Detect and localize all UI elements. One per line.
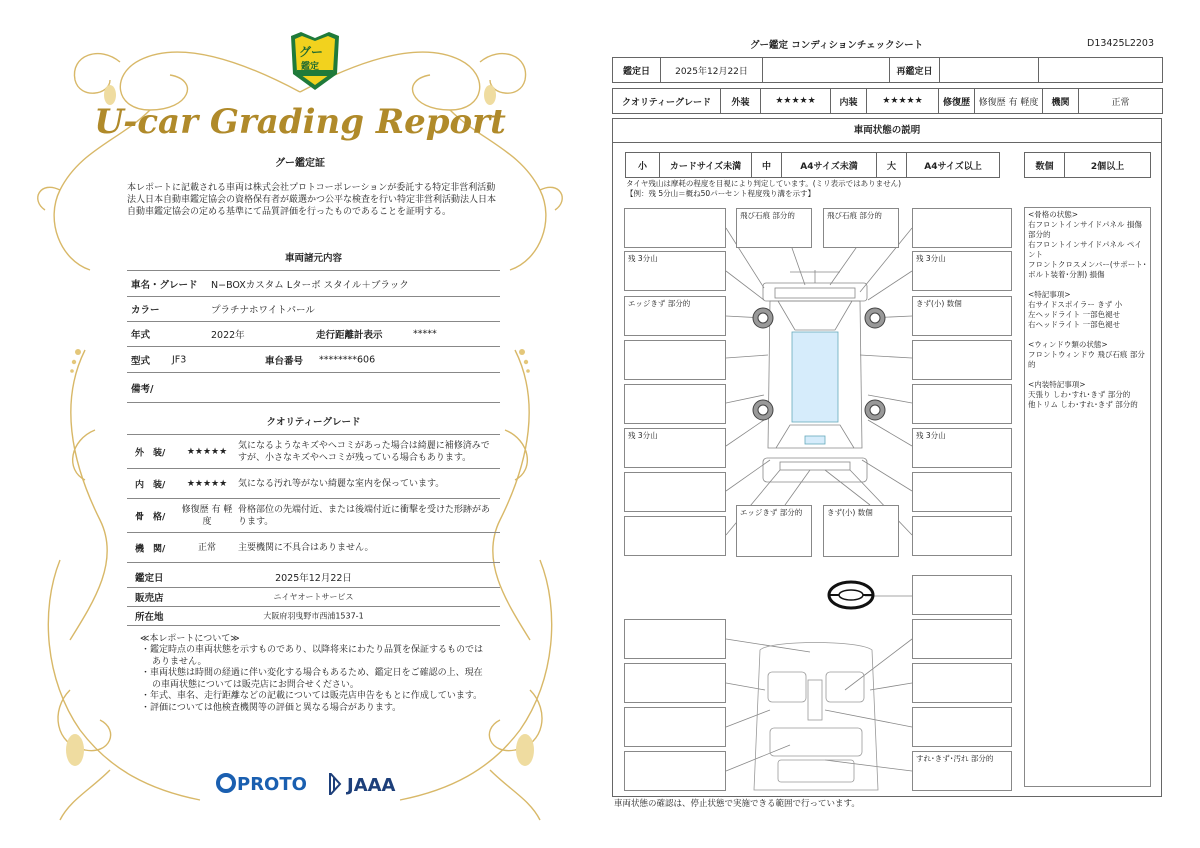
damage-box — [912, 340, 1012, 380]
info-row-date — [127, 566, 500, 588]
condition-check-sheet — [600, 0, 1200, 848]
date-label: 鑑定日 — [135, 572, 164, 584]
report-subtitle: グー鑑定証 — [275, 158, 325, 169]
engine-label: 機関 — [1043, 89, 1079, 114]
damage-box — [624, 472, 726, 512]
damage-box — [624, 208, 726, 248]
damage-box-front-2: 飛び石痕 部分的 — [823, 208, 899, 248]
legend-small-desc: カードサイズ未満 — [660, 153, 752, 178]
interior-notes: <内装特記事項> 天張り しわ･すれ･きず 部分的 他トリム しわ･すれ･きず 部分的 — [1028, 380, 1138, 409]
interior-value: ★★★★★ — [867, 89, 939, 114]
year-value: 2022年 — [211, 330, 245, 341]
legend-large-desc: A4サイズ以上 — [907, 153, 1000, 178]
shop-label: 販売店 — [135, 593, 164, 604]
notes-heading: ≪本レポートについて≫ — [140, 634, 240, 644]
grade-heading: クオリティーグレード — [266, 417, 361, 428]
info-row-address — [127, 607, 500, 626]
interior-box — [624, 707, 726, 747]
legend-large: 大 — [877, 153, 907, 178]
sheet-footer: 車両状態の確認は、停止状態で実施できる範囲で行っています。 — [614, 799, 860, 809]
engine-value: 正常 — [1079, 89, 1163, 114]
tire-box-rear-right: 残 3分山 — [912, 428, 1012, 468]
tire-box-front-right: 残 3分山 — [912, 251, 1012, 291]
damage-box-rear-1: エッジきず 部分的 — [736, 505, 812, 557]
reappraisal-value — [940, 58, 1039, 83]
frame-condition-note: <骨格の状態> 右フロントインサイドパネル 損傷 部分的 右フロントインサイドパネル ペイント フロントクロスメンバー(サポート･ボルト装着･分割) 損傷 — [1028, 210, 1147, 279]
report-title: U-car Grading Report — [94, 102, 506, 142]
address-label: 所在地 — [135, 612, 164, 623]
sheet-code: D13425L2203 — [1087, 38, 1155, 49]
damage-box — [912, 208, 1012, 248]
grade-label: 骨 格/ — [135, 512, 166, 522]
repair-history-label: 修復歴 — [939, 89, 975, 114]
spec-row-name — [127, 271, 500, 297]
note-item: ・年式、車名、走行距離などの記載については販売店申告をもとに作成しています。 — [141, 691, 483, 701]
chassis-label: 車台番号 — [265, 355, 304, 367]
grade-label: 外 装/ — [135, 448, 166, 458]
remarks-label: 備考/ — [131, 383, 154, 395]
grade-label: 機 関/ — [135, 544, 166, 554]
name-label: 車名・グレード — [131, 279, 198, 291]
date-label: 鑑定日 — [613, 58, 661, 83]
mileage-value: ***** — [413, 328, 437, 340]
date-value: 2025年12月22日 — [661, 58, 763, 83]
note-item: ・鑑定時点の車両状態を示すものであり、以降将来にわたり品質を保証するものではありません。 — [141, 645, 484, 667]
spec-row-model — [127, 347, 500, 373]
interior-box — [624, 619, 726, 659]
damage-box — [912, 516, 1012, 556]
damage-box — [912, 384, 1012, 424]
sheet-title: グー鑑定 コンディションチェックシート — [750, 40, 924, 51]
legend-mid-desc: A4サイズ未満 — [782, 153, 877, 178]
interior-box-rear: すれ･きず･汚れ 部分的 — [912, 751, 1012, 791]
empty-cell — [763, 58, 890, 83]
legend-count-desc: 2個以上 — [1065, 153, 1151, 178]
spec-row-year — [127, 322, 500, 347]
damage-box-right-scratch: きず(小) 数個 — [912, 296, 1012, 336]
color-value: プラチナホワイトパール — [211, 305, 315, 316]
grade-description: 気になるようなキズやヘコミがあった場合は綺麗に補修済みですが、小さなキズやヘコミが残っている場合もあります。 — [238, 440, 490, 463]
year-label: 年式 — [131, 330, 151, 341]
note-item: ・評価については他検査機関等の評価と異なる場合があります。 — [141, 702, 402, 713]
section-title: 車両状態の説明 — [612, 118, 1162, 143]
grade-row-interior — [127, 469, 500, 499]
tire-note-line: 【例：残 5分山＝概ね50パーセント程度残り溝を示す】 — [626, 189, 816, 198]
exterior-label: 外装 — [721, 89, 761, 114]
interior-box — [624, 751, 726, 791]
condition-notes-panel — [1024, 207, 1151, 787]
grade-description: 骨格部位の先端付近、または後端付近に衝撃を受けた形跡があります。 — [238, 504, 491, 527]
spec-row-remarks — [127, 373, 500, 403]
shop-value: ニイヤオートサービス — [273, 592, 354, 602]
count-legend — [1024, 152, 1151, 178]
quality-grade-label: クオリティーグレード — [613, 89, 721, 114]
tire-note-line: タイヤ残山は摩耗の程度を目視により判定しています。(ミリ表示ではありません) — [626, 179, 902, 188]
date-value: 2025年12月22日 — [275, 572, 352, 584]
info-row-shop — [127, 588, 500, 607]
tire-box-front-left: 残 3分山 — [624, 251, 726, 291]
spec-row-color — [127, 297, 500, 322]
jaaa-mark-icon — [328, 773, 342, 795]
legend-small: 小 — [626, 153, 660, 178]
interior-box — [912, 619, 1012, 659]
proto-logo: PROTO — [216, 773, 307, 795]
report-notes — [141, 645, 491, 714]
damage-box-front-1: 飛び石痕 部分的 — [736, 208, 812, 248]
logos — [216, 770, 416, 800]
tire-note — [626, 179, 901, 199]
mileage-label: 走行距離計表示 — [316, 330, 383, 341]
interior-box — [624, 663, 726, 703]
size-legend — [625, 152, 1000, 178]
damage-box — [624, 340, 726, 380]
grade-value: 正常 — [197, 542, 216, 553]
damage-box-left-edge: エッジきず 部分的 — [624, 296, 726, 336]
grade-description: 気になる汚れ等がない綺麗な室内を保っています。 — [238, 478, 445, 489]
special-notes: <特記事項> 右サイドスポイラー きず 小 左ヘッドライト 一部色褪せ 右ヘッドライト 一部色褪せ — [1028, 290, 1123, 329]
interior-label: 内装 — [831, 89, 867, 114]
empty-cell — [1039, 58, 1163, 83]
grade-table — [612, 88, 1163, 114]
jaaa-logo: JAAA — [328, 773, 396, 796]
grade-value: ★★★★★ — [186, 446, 228, 457]
address-value: 大阪府羽曳野市西浦1537-1 — [263, 611, 364, 621]
proto-mark-icon — [216, 773, 236, 793]
legend-mid: 中 — [752, 153, 782, 178]
window-condition-note: <ウィンドウ類の状態> フロントウィンドウ 飛び石痕 部分的 — [1028, 340, 1145, 369]
reappraisal-label: 再鑑定日 — [890, 58, 940, 83]
grade-row-engine — [127, 533, 500, 563]
damage-box — [624, 516, 726, 556]
grade-label: 内 装/ — [135, 480, 166, 490]
grade-row-exterior — [127, 435, 500, 469]
spec-heading: 車両諸元内容 — [284, 253, 342, 264]
grade-description: 主要機関に不具合はありません。 — [238, 542, 374, 553]
name-value: N−BOXカスタム Lターボ スタイル＋ブラック — [211, 279, 409, 291]
repair-history-value: 修復歴 有 軽度 — [975, 89, 1043, 114]
model-value: JF3 — [172, 354, 187, 365]
steering-box — [912, 575, 1012, 615]
legend-count: 数個 — [1025, 153, 1065, 178]
color-label: カラー — [131, 305, 160, 316]
interior-box — [912, 663, 1012, 703]
chassis-value: ********606 — [319, 354, 376, 365]
interior-box — [912, 707, 1012, 747]
emblem-text-top: グー — [299, 45, 324, 59]
note-item: ・車両状態は時間の経過に伴い変化する場合もあるため、鑑定日をご確認の上、現在の車両状態については販売店にお問合せください。 — [141, 668, 483, 690]
model-label: 型式 — [131, 355, 151, 367]
certification-statement: 本レポートに記載される車両は株式会社プロトコーポレーションが委託する特定非営利活動法人日本自動車鑑定協会の資格保有者が厳選かつ公平な検査を行い特定非営利活動法人日本自動車鑑定協会の定める基準にて品質評価を行ったものであることを証明する。 — [127, 183, 497, 217]
tire-box-rear-left: 残 3分山 — [624, 428, 726, 468]
grade-value: ★★★★★ — [186, 478, 228, 489]
emblem-text-bottom: 鑑定 — [301, 62, 320, 72]
grade-row-frame — [127, 499, 500, 533]
damage-box — [624, 384, 726, 424]
damage-box — [912, 472, 1012, 512]
damage-box-rear-2: きず(小) 数個 — [823, 505, 899, 557]
date-table — [612, 57, 1163, 83]
grade-value: 修復歴 有 軽度 — [181, 504, 233, 527]
exterior-value: ★★★★★ — [761, 89, 831, 114]
